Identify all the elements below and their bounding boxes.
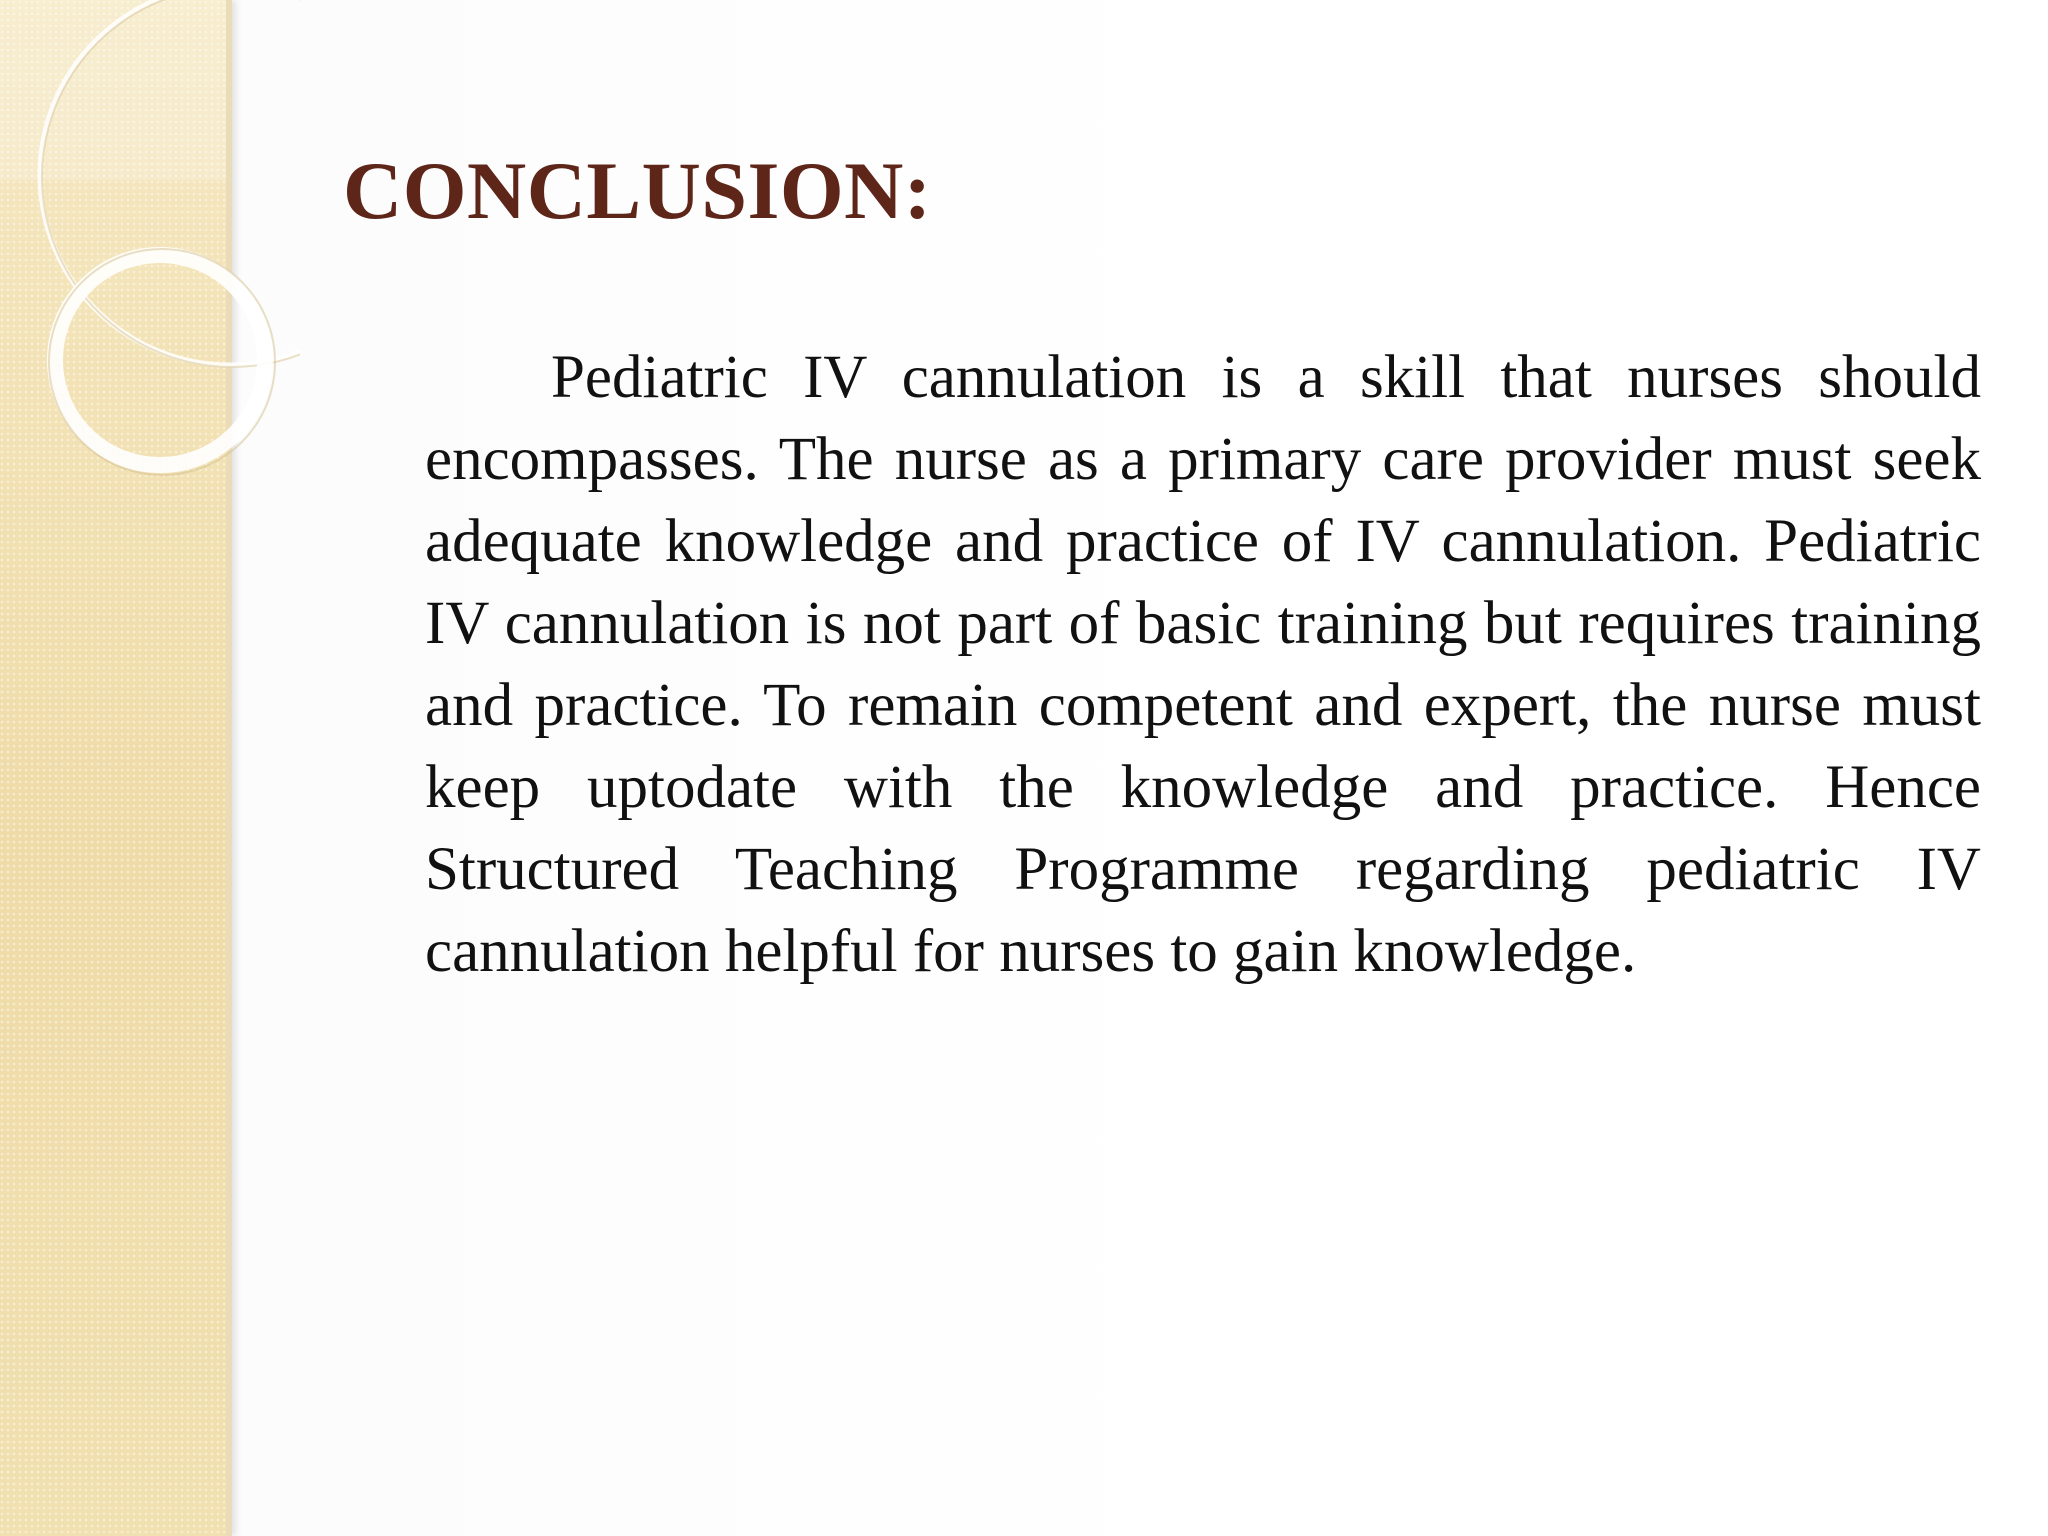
slide-title: CONCLUSION: xyxy=(343,145,932,236)
decorative-corner-panel xyxy=(0,0,226,180)
conclusion-paragraph: Pediatric IV cannulation is a skill that nurses should encompasses. The nurse as a primary care provider must seek adequate knowledge and practice of IV cannulation. Pediatric IV cannulation is not part of basic training but requires training and practice. To remain competent and expert, the nurse must keep uptodate with the knowledge and practice. Hence Structured Teaching Programme regarding pediatric IV cannulation helpful for nurses to gain knowledge. xyxy=(425,344,1981,985)
decorative-side-band xyxy=(0,0,232,1536)
